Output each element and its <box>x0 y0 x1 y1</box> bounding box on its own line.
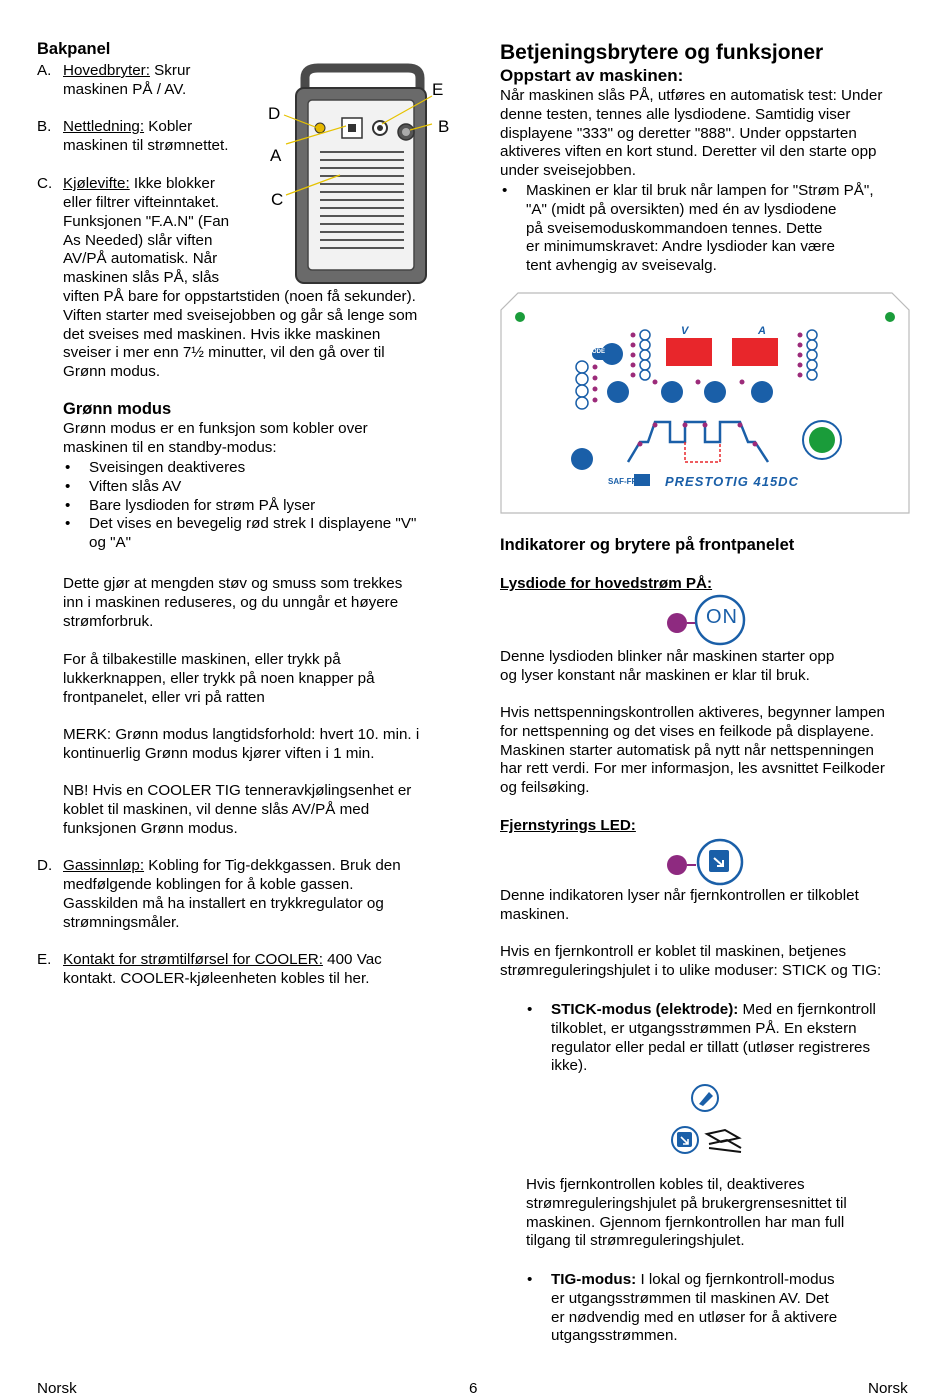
text-line: "A" (midt på oversikten) med én av lysdiodene <box>526 200 837 218</box>
startup-paragraph <box>500 87 882 181</box>
text-line: koblet til maskinen, vil denne slås AV/PÅ med <box>63 800 370 818</box>
text-line: er minimumskravet: Andre lysdioder kan være <box>526 238 835 256</box>
diagram-label-c: C <box>271 190 284 209</box>
text-line: eller filtrer vifteinntaket. <box>63 194 220 211</box>
item-d-lines <box>63 876 384 932</box>
text-line: As Needed) slår viften <box>63 231 213 249</box>
mode-button-label: MODE <box>587 349 605 355</box>
text-line: har rett verdi. For mer informasjon, les avsnittet Feilkoder <box>500 760 885 778</box>
text-line: kontinuerlig Grønn modus kjører viften i 1 min. <box>63 744 375 762</box>
rear-panel-diagram <box>260 60 460 290</box>
stick-mode-title: STICK-modus (elektrode): <box>551 1001 739 1018</box>
text-line: Gasskilden må ha installert en trykkregulator og <box>63 894 384 912</box>
item-e-letter: E. <box>37 951 52 968</box>
text-line: for nettspenning og det vises en feilkode på displayene. <box>500 722 875 740</box>
text-line: er utgangsstrømmen til maskinen AV. Det <box>551 1289 829 1307</box>
text-line: tilkoblet, er utgangsstrømmen PÅ. En ekstern <box>551 1019 857 1037</box>
diagram-label-b: B <box>438 117 450 136</box>
text-line: kontakt. COOLER-kjøleenheten kobles til her. <box>63 970 370 987</box>
diagram-label-d: D <box>268 104 281 123</box>
panel-model: PRESTOTIG 415DC <box>665 474 799 489</box>
green-mode-intro <box>63 420 368 458</box>
remote-p1 <box>500 887 859 925</box>
item-a-letter: A. <box>37 62 52 79</box>
green-mode-p2 <box>63 651 375 707</box>
text-line: maskinen. <box>500 905 570 923</box>
text-line: viften PÅ bare for oppstartstiden (noen få sekunder). <box>63 287 416 305</box>
item-a-title: Hovedbryter: <box>63 62 150 79</box>
front-panel-illustration <box>500 292 910 514</box>
indicators-heading: Indikatorer og brytere på frontpanelet <box>500 536 795 554</box>
text-line: strømningsmåler. <box>63 913 180 931</box>
text-line: Viften starter med sveisejobben og går så lenge som <box>63 306 418 324</box>
stick-p2 <box>526 1176 847 1251</box>
text-line: displayene "333" og deretter "888". Under oppstarten <box>500 124 857 142</box>
text-line: funksjonen Grønn modus. <box>63 819 238 837</box>
green-mode-p1 <box>63 575 402 631</box>
diagram-label-a: A <box>270 146 282 165</box>
item-a-text: Skrur <box>149 62 191 79</box>
diagram-label-e: E <box>432 80 444 99</box>
text-line: MERK: Grønn modus langtidsforhold: hvert 10. min. i <box>63 726 420 743</box>
text-line: Når maskinen slås PÅ, utføres en automatisk test: Under <box>500 87 883 104</box>
text-line: tent avhengig av sveisevalg. <box>526 257 717 275</box>
text-line: Funksjonen "F.A.N" (Fan <box>63 212 230 230</box>
page-number: 6 <box>469 1380 478 1397</box>
led-main-p1 <box>500 648 834 686</box>
tig-mode-bullet <box>525 1271 920 1346</box>
text-line: frontpanelet, eller vri på ratten <box>63 688 265 706</box>
panel-v-label: V <box>681 325 689 337</box>
list-item: • Viften slås AV <box>63 478 458 497</box>
text-line: tilgang til strømreguleringshjulet. <box>526 1232 745 1250</box>
text-line: Grønn modus. <box>63 363 161 381</box>
item-c-text: Ikke blokker <box>129 175 215 192</box>
text-line: inn i maskinen reduseres, og du unngår et høyere <box>63 593 399 611</box>
text-line: utgangsstrømmen. <box>551 1327 678 1345</box>
text-line: strømforbruk. <box>63 612 154 630</box>
text-line: lukkerknappen, eller trykk på noen knapper på <box>63 669 375 687</box>
led-main-title: Lysdiode for hovedstrøm PÅ: <box>500 575 713 592</box>
item-d-line1 <box>63 857 401 876</box>
list-item <box>525 1001 920 1076</box>
item-e-line1 <box>63 951 382 970</box>
startup-title: Oppstart av maskinen: <box>500 66 684 85</box>
item-e-text: 400 Vac <box>322 951 382 968</box>
stick-mode-bullet <box>525 1001 920 1076</box>
text-line: under sveisejobben. <box>500 162 636 180</box>
text-line: denne testen, tennes alle lysdiodene. Samtidig viser <box>500 105 851 123</box>
item-c-line1 <box>63 175 215 194</box>
stick-remote-icons <box>665 1082 745 1162</box>
text-line: sveiser i mer enn 7½ minutter, vil den gå over til <box>63 344 385 362</box>
item-b-letter: B. <box>37 118 52 135</box>
text-line: Det vises en bevegelig rød strek I displayene "V" <box>89 515 417 533</box>
text-line: Hvis en fjernkontroll er koblet til maskinen, betjenes <box>500 943 847 960</box>
on-label: ON <box>706 606 738 628</box>
list-item: • Bare lysdioden for strøm PÅ lyser <box>63 497 458 516</box>
item-c-letter: C. <box>37 175 53 192</box>
text-line: og "A" <box>89 534 132 552</box>
text-line: aktiveres viften en kort stund. Deretter vil den starte opp <box>500 143 877 161</box>
text-line: det sveises med maskinen. Hvis ikke maskinen <box>63 325 381 343</box>
text-line: på sveisemoduskommandoen tennes. Dette <box>526 219 823 237</box>
text-line: Denne lysdioden blinker når maskinen starter opp <box>500 648 835 665</box>
item-c-title: Kjølevifte: <box>63 175 130 192</box>
footer-right: Norsk <box>868 1380 908 1397</box>
green-mode-p3 <box>63 726 419 764</box>
list-item <box>63 515 458 553</box>
text-line: maskinen slås PÅ, slås <box>63 269 220 287</box>
text-line: For å tilbakestille maskinen, eller trykk på <box>63 651 341 668</box>
text-line: medfølgende koblingen for å koble gassen. <box>63 876 354 893</box>
text-line: Med en fjernkontroll <box>738 1001 876 1018</box>
section-heading-bakpanel: Bakpanel <box>37 40 111 58</box>
remote-led-icon <box>660 836 750 888</box>
text-line: strømreguleringshjulet i to ulike moduser: STICK og TIG: <box>500 961 882 979</box>
startup-bullets <box>500 182 920 276</box>
item-a-line2: maskinen PÅ / AV. <box>63 81 187 98</box>
text-line: regulator eller pedal er tillatt (utløser registreres <box>551 1038 871 1056</box>
item-d-letter: D. <box>37 857 53 874</box>
text-line: I lokal og fjernkontroll-modus <box>636 1271 835 1288</box>
item-b-title: Nettledning: <box>63 118 145 135</box>
text-line: Dette gjør at mengden støv og smuss som trekkes <box>63 575 403 592</box>
text-line: Maskinen er klar til bruk når lampen for "Strøm PÅ", <box>526 182 874 199</box>
list-item <box>525 1271 920 1346</box>
text-line: Denne indikatoren lyser når fjernkontrollen er tilkoblet <box>500 887 859 904</box>
text-line: maskinen. Gjennom fjernkontrollen har man full <box>526 1213 845 1231</box>
item-d-text: Kobling for Tig-dekkgassen. Bruk den <box>144 857 401 874</box>
green-mode-bullets <box>63 459 458 553</box>
text-line: maskinen til en standby-modus: <box>63 438 277 456</box>
item-a-line1 <box>63 62 190 81</box>
text-line: er nødvendig med en utløser for å aktivere <box>551 1308 838 1326</box>
text-line: og lyser konstant når maskinen er klar til bruk. <box>500 666 810 684</box>
green-mode-p4 <box>63 782 411 838</box>
list-item: • Sveisingen deaktiveres <box>63 459 458 478</box>
item-b-line2: maskinen til strømnettet. <box>63 137 229 154</box>
led-main-p2 <box>500 704 885 798</box>
list-item <box>500 182 920 276</box>
item-b-line1 <box>63 118 192 137</box>
item-b-text: Kobler <box>144 118 193 135</box>
green-mode-heading: Grønn modus <box>63 400 172 418</box>
text-line: strømreguleringshjulet på brukergrensesnittet til <box>526 1194 847 1212</box>
text-line: AV/PÅ automatisk. Når <box>63 250 218 268</box>
panel-a-label: A <box>758 325 766 337</box>
page-title: Betjeningsbrytere og funksjoner <box>500 41 824 64</box>
text-line: og feilsøking. <box>500 779 590 797</box>
text-line: Hvis nettspenningskontrollen aktiveres, begynner lampen <box>500 704 885 721</box>
item-e-lines <box>63 970 369 989</box>
text-line: Hvis fjernkontrollen kobles til, deaktiveres <box>526 1176 805 1193</box>
remote-p2 <box>500 943 881 981</box>
tig-mode-title: TIG-modus: <box>551 1271 637 1288</box>
text-line: NB! Hvis en COOLER TIG tenneravkjølingsenhet er <box>63 782 412 799</box>
panel-brand: SAF-FRO <box>608 477 644 486</box>
remote-led-title: Fjernstyrings LED: <box>500 817 636 834</box>
text-line: ikke). <box>551 1057 588 1075</box>
text-line: Maskinen starter automatisk på nytt når nettspenningen <box>500 741 874 759</box>
text-line: Grønn modus er en funksjon som kobler over <box>63 420 368 437</box>
footer-left: Norsk <box>37 1380 77 1397</box>
item-e-title: Kontakt for strømtilførsel for COOLER: <box>63 951 323 968</box>
item-d-title: Gassinnløp: <box>63 857 145 874</box>
